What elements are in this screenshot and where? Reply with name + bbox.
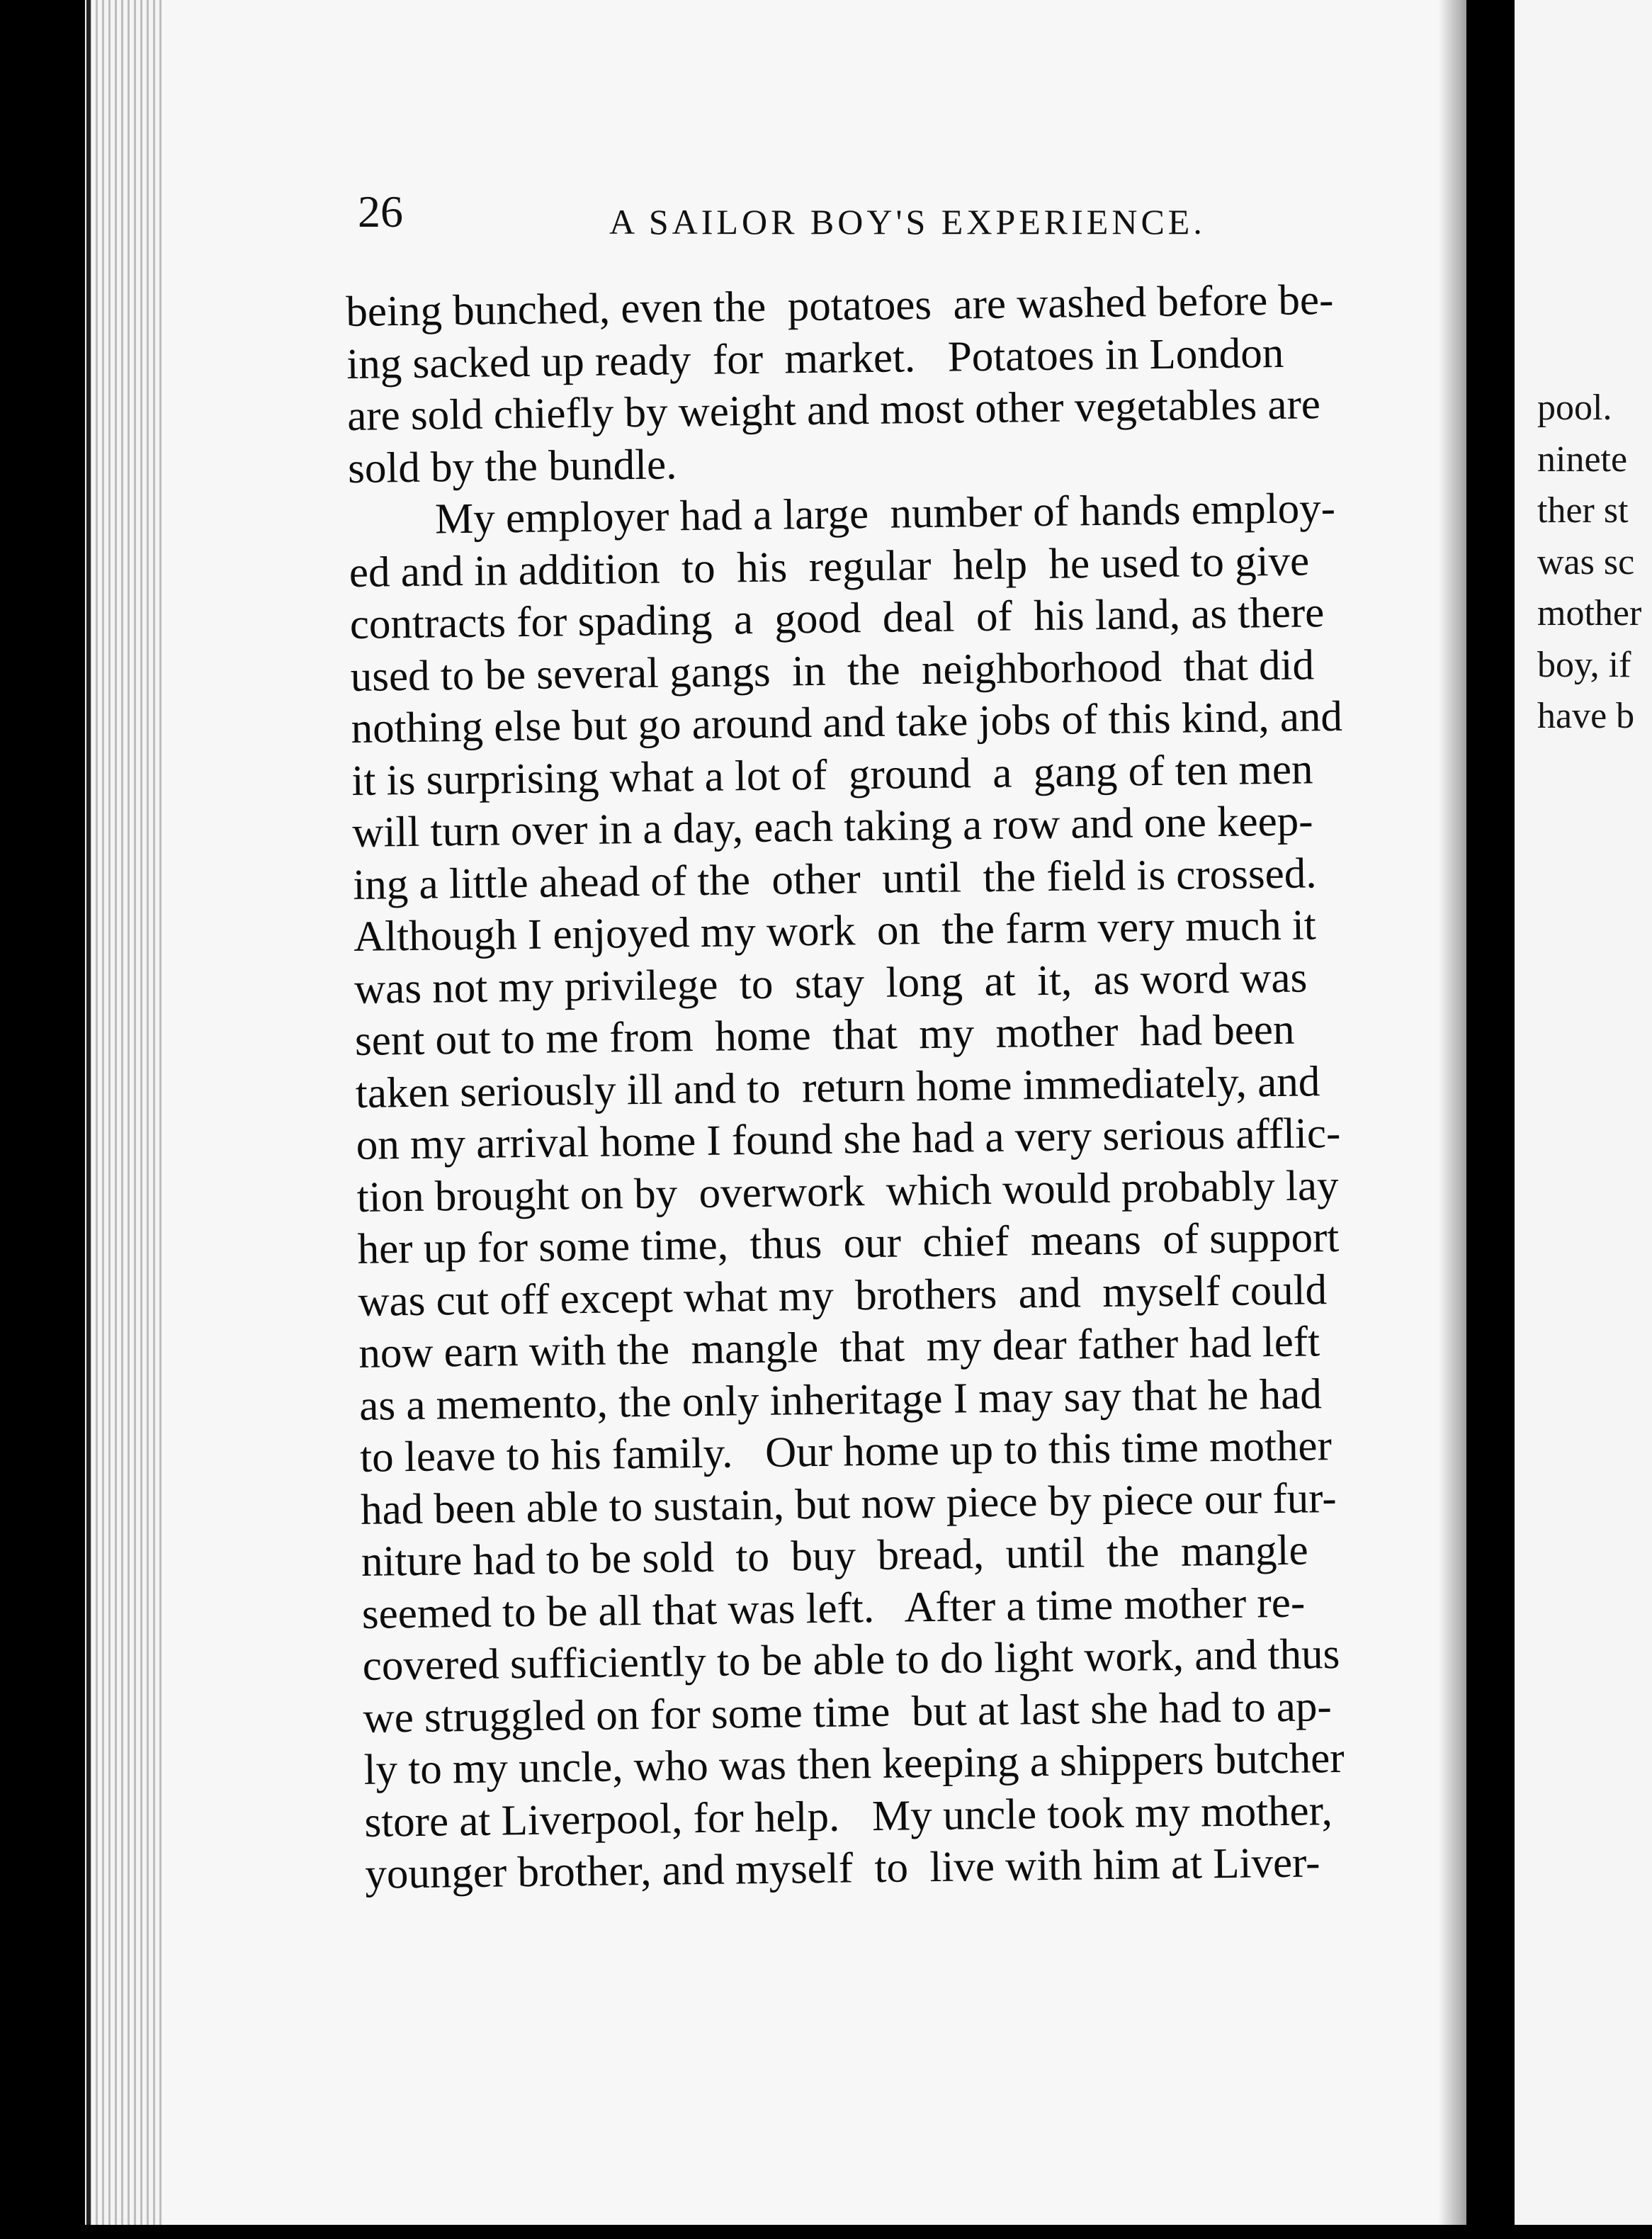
- page-edges: [85, 0, 163, 2225]
- paragraph: being bunched, even the potatoes are washed before be- ing sacked up ready for market. Potatoes in London are sold chiefly by weight and most other vegetables are sold by the bundle.: [346, 276, 1334, 492]
- body-text: [346, 273, 1471, 1900]
- gutter-shadow: [1438, 0, 1466, 2225]
- left-page-edge-rule: [86, 0, 91, 2225]
- book-gutter: [1466, 0, 1515, 2225]
- paragraph: My employer had a large number of hands employ- ed and in addition to his regular help he used to give contracts for spading a good deal of his land, as there used to be several gangs in the neighborhood that did nothing else but go around and take jobs of this kind, and it is surprising what a lot of ground a gang of ten men will turn over in a day, each taking a row and one keep- ing a little ahead of the other until the field is crossed. Although I enjoyed my work on the farm very much it was not my privilege to stay long at it, as word was sent out to me from home that my mother had been taken seriously ill and to return home immediately, and on my arrival home I found she had a very serious afflic- tion brought on by overwork which would probably lay her up for some time, thus our chief means of support was cut off except what my brothers and myself could now earn with the mangle that my dear father had left as a memento, the only inheritage I may say that he had to leave to his family. Our home up to this time mother had been able to sustain, but now piece by piece our fur- niture had to be sold to buy bread, until the mangle seemed to be all that was left. After a time mother re- covered sufficiently to be able to do light work, and thus we struggled on for some time but at last she had to ap- ly to my uncle, who was then keeping a shippers butcher store at Liverpool, for help. My uncle took my mother, younger brother, and myself to live with him at Liver-: [348, 484, 1345, 1898]
- running-head: A SAILOR BOY'S EXPERIENCE.: [609, 202, 1206, 242]
- next-page-text: pool. ninete ther st was sc mother boy, if have b: [1537, 388, 1642, 736]
- next-page-sliver: [1515, 0, 1652, 2225]
- page-number: 26: [358, 186, 403, 237]
